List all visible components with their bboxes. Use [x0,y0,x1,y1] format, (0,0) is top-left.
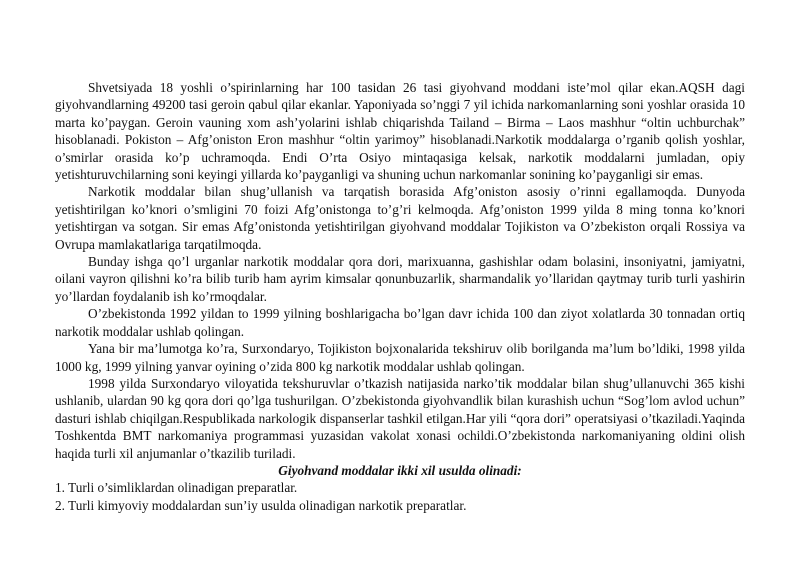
paragraph: Bunday ishga qo’l urganlar narkotik moddalar qora dori, marixuanna, gashishlar odam bolasini, insoniyatni, jamiyatni, oilani vayron qilishni ko’ra bilib turib ham ayrim kimsalar qonunbuzarlik, sharmandalik yo’llaridan qaytmay turib turli yashirin yo’llardan foydalanib ish ko’rmoqdalar. [55,254,745,304]
paragraph: Shvetsiyada 18 yoshli o’spirinlarning har 100 tasidan 26 tasi giyohvand moddani iste’mol qilar ekan.AQSH dagi giyohvandlarning 49200 tasi geroin qabul qilar ekanlar. Yaponiyada so’nggi 7 yil ichida narkomanlarning soni yoshlar orasida 10 marta ko’paygan. Geroin vauning xom ash’yolarini ishlab chiqarishda Tailand – Birma – Laos mashhur “oltin uchburchak” hisoblanadi. Pokiston – Afg’oniston Eron mashhur “oltin yarimoy” hisoblanadi.Narkotik moddalarga o’rganib qolish yoshlar, o’smirlar orasida ko’p uchramoqda. Endi O’rta Osiyo mintaqasiga kelsak, narkotik moddalarni jumladan, opiy yetishturuvchilarning soni keyingi yillarda ko’payganligi va shuning uchun narkomanlar sonining ko’payganligi sir emas. [55,80,745,183]
paragraph: Yana bir ma’lumotga ko’ra, Surxondaryo, Tojikiston bojxonalarida tekshiruv olib borilganda ma’lum bo’ldiki, 1998 yilda 1000 kg, 1999 yilning yanvar oyining o’zida 800 kg narkotik moddalar ushlab qolingan. [55,341,745,374]
paragraph: Narkotik moddalar bilan shug’ullanish va tarqatish borasida Afg’oniston asosiy o’rinni egallamoqda. Dunyoda yetishtirilgan ko’knori o’smligini 70 foizi Afg’onistonga to’g’ri kelmoqda. Afg’oniston 1999 yilda 8 ming tonna ko’knori yetishtirgan va sotgan. Sir emas Afg’onistonda yetishtirilgan giyohvand moddalar Tojikiston va O’zbekiston orqali Rossiya va Ovrupa mamlakatlariga tarqatilmoqda. [55,184,745,252]
paragraph: O’zbekistonda 1992 yildan to 1999 yilning boshlarigacha bo’lgan davr ichida 100 dan ziyot xolatlarda 30 tonnadan ortiq narkotik moddalar ushlab qolingan. [55,306,745,339]
list-item: 2. Turli kimyoviy moddalardan sun’iy usulda olinadigan narkotik preparatlar. [55,497,467,513]
document-page [55,79,745,514]
section-heading: Giyohvand moddalar ikki xil usulda olinadi: [278,462,522,478]
list-item: 1. Turli o’simliklardan olinadigan preparatlar. [55,480,298,496]
paragraph: 1998 yilda Surxondaryo viloyatida tekshuruvlar o’tkazish natijasida narko’tik moddalar bilan shug’ullanuvchi 365 kishi ushlanib, ulardan 90 kg qora dori qo’lga tushurilgan. O’zbekistonda giyohvandlik bilan kurashish uchun “Sog’lom avlod uchun” dasturi ishlab chiqilgan.Respublikada narkologik dispanserlar tashkil etilgan.Har yili “qora dori” operatsiyasi o’tkaziladi.Yaqinda Toshkentda BMT narkomaniya programmasi yuzasidan vakolat xonasi ochildi.O’zbekistonda narkomaniyaning oldini olish haqida turli xil anjumanlar o’tkazilib turiladi. [55,375,745,461]
